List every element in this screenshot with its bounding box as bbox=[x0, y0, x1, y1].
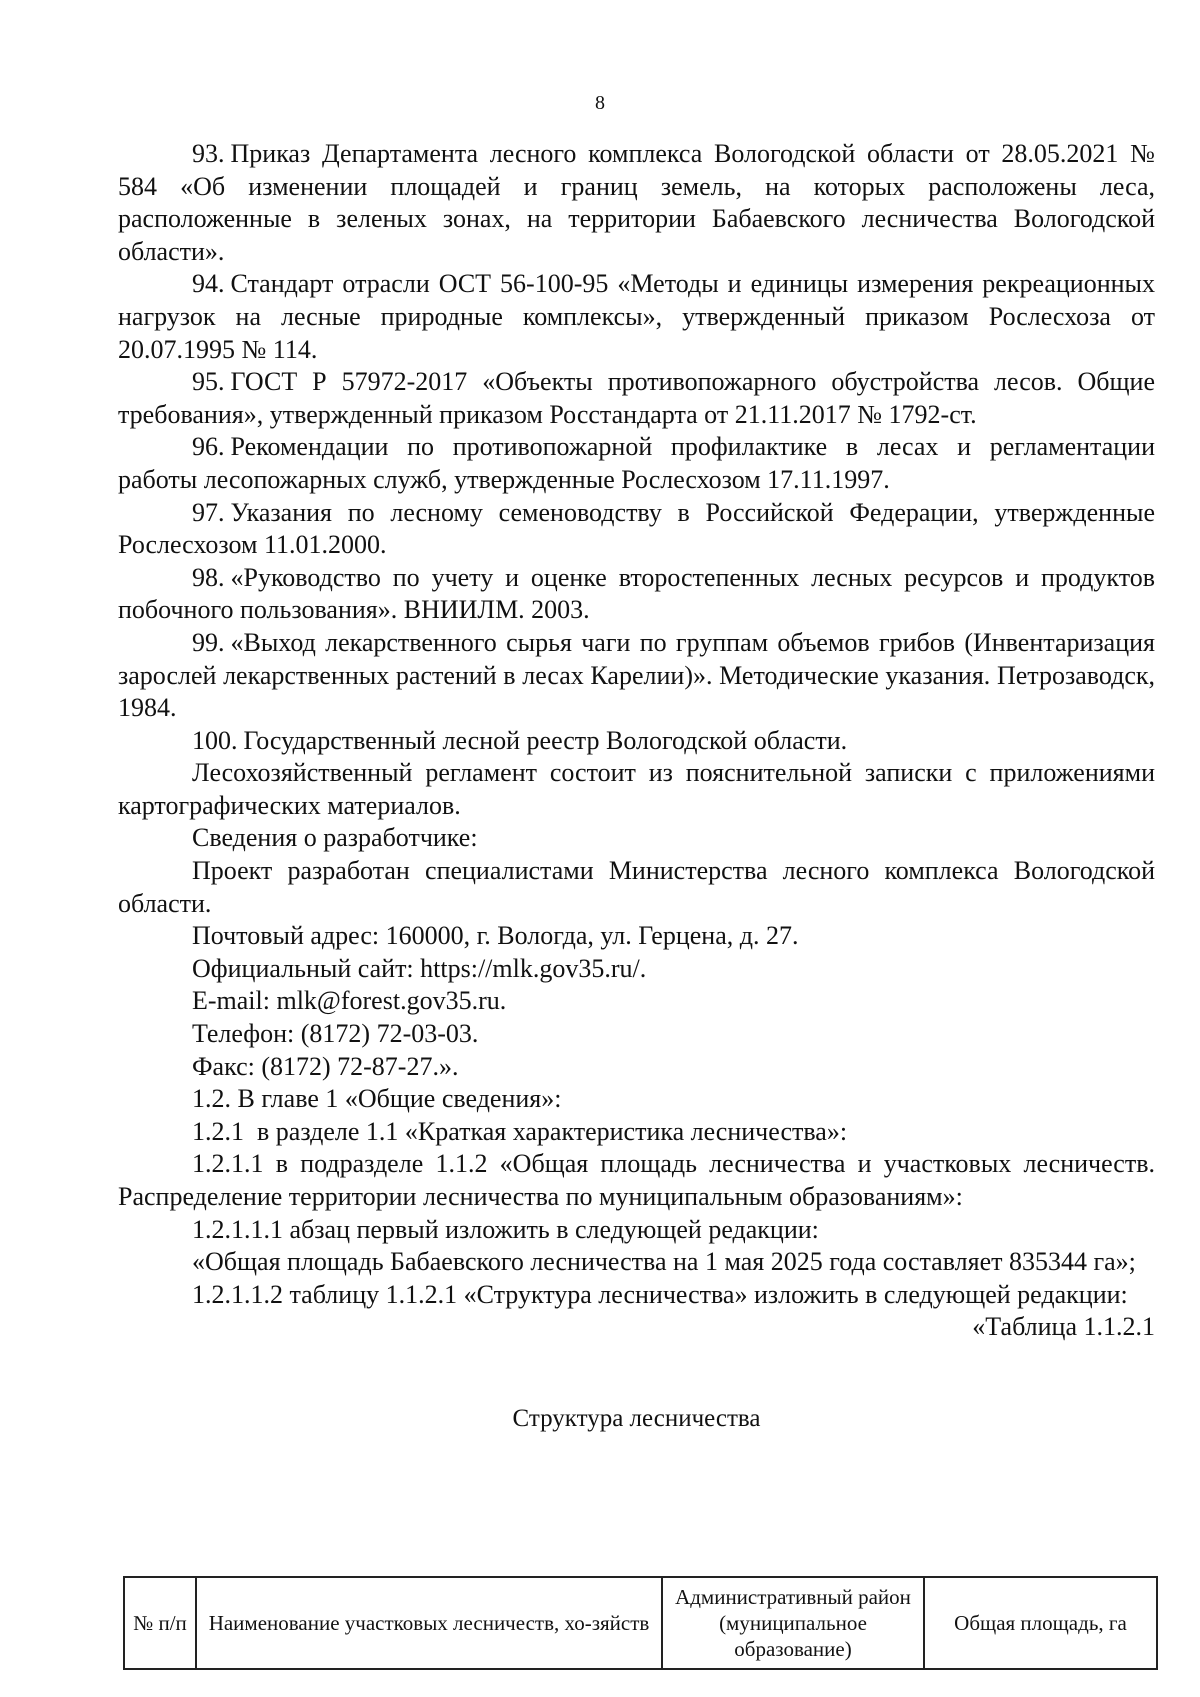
item-number: 94. bbox=[192, 269, 225, 299]
document-body bbox=[118, 138, 1155, 1435]
item-number: 93. bbox=[192, 139, 225, 168]
item-number: 95. bbox=[192, 367, 225, 397]
amendment-1-2-1-1: 1.2.1.1 в подразделе 1.1.2 «Общая площадь лесничества и участковых лесничеств. Распределение территории лесничества по муниципальным образованиям»: bbox=[118, 1149, 1155, 1211]
header-forestry-name: Наименование участковых лесничеств, хо-зяйств bbox=[196, 1577, 662, 1669]
structure-table bbox=[123, 1576, 1158, 1670]
list-item bbox=[118, 562, 1155, 627]
table-header-row bbox=[124, 1577, 1157, 1669]
header-district: Административный район (муниципальное образование) bbox=[662, 1577, 924, 1669]
item-number: 99. bbox=[192, 627, 225, 657]
fax-number: Факс: (8172) 72-87-27.». bbox=[192, 1051, 459, 1081]
phone-number: Телефон: (8172) 72-03-03. bbox=[192, 1019, 479, 1049]
postal-address: Почтовый адрес: 160000, г. Вологда, ул. Герцена, д. 27. bbox=[192, 921, 799, 951]
amendment-1-2: 1.2. В главе 1 «Общие сведения»: bbox=[192, 1084, 562, 1114]
amendment-1-2-1: 1.2.1 в разделе 1.1 «Краткая характеристика лесничества»: bbox=[192, 1116, 848, 1146]
developer-project: Проект разработан специалистами Министерства лесного комплекса Вологодской области. bbox=[118, 856, 1155, 918]
item-text: Рекомендации по противопожарной профилактике в лесах и регламентации работы лесопожарных служб, утвержденные Рослесхозом 17.11.1997. bbox=[118, 432, 1155, 494]
header-number: № п/п bbox=[124, 1577, 196, 1669]
amendment-1-2-1-1-1: 1.2.1.1.1 абзац первый изложить в следующей редакции: bbox=[192, 1214, 819, 1244]
developer-heading: Сведения о разработчике: bbox=[192, 823, 478, 853]
amendment-1-2-1-1-2: 1.2.1.1.2 таблицу 1.1.2.1 «Структура лесничества» изложить в следующей редакции: bbox=[192, 1279, 1128, 1309]
header-total-area: Общая площадь, га bbox=[924, 1577, 1157, 1669]
table-label: «Таблица 1.1.2.1 bbox=[972, 1312, 1155, 1342]
item-number: 97. bbox=[192, 497, 225, 527]
item-text: Приказ Департамента лесного комплекса Вологодской области от 28.05.2021 № 584 «Об изменении площадей и границ земель, на которых расположены леса, расположенные в зеленых зонах, на территории Бабаевского лесничества Вологодской области». bbox=[118, 139, 1155, 266]
list-item bbox=[118, 431, 1155, 496]
official-site: Официальный сайт: https://mlk.gov35.ru/. bbox=[192, 953, 647, 983]
list-item bbox=[118, 627, 1155, 725]
list-item bbox=[118, 366, 1155, 431]
item-text: «Выход лекарственного сырья чаги по группам объемов грибов (Инвентаризация зарослей лекарственных растений в лесах Карелии)». Методические указания. Петрозаводск, 1984. bbox=[118, 627, 1155, 723]
table-title: Структура лесничества bbox=[512, 1404, 761, 1432]
regulation-paragraph: Лесохозяйственный регламент состоит из пояснительной записки с приложениями картографических материалов. bbox=[118, 758, 1155, 820]
page-number: 8 bbox=[595, 92, 605, 114]
item-text: Государственный лесной реестр Вологодской области. bbox=[243, 725, 848, 755]
list-item bbox=[118, 138, 1155, 268]
amendment-quote: «Общая площадь Бабаевского лесничества на 1 мая 2025 года составляет 835344 га»; bbox=[192, 1247, 1136, 1277]
list-item bbox=[118, 497, 1155, 562]
item-number: 100. bbox=[192, 725, 238, 755]
item-number: 96. bbox=[192, 432, 225, 462]
list-item bbox=[118, 725, 1155, 758]
item-text: Стандарт отрасли ОСТ 56-100-95 «Методы и единицы измерения рекреационных нагрузок на лесные природные комплексы», утвержденный приказом Рослесхоза от 20.07.1995 № 114. bbox=[118, 269, 1155, 364]
item-text: «Руководство по учету и оценке второстепенных лесных ресурсов и продуктов побочного пользования». ВНИИЛМ. 2003. bbox=[118, 562, 1155, 625]
item-number: 98. bbox=[192, 562, 225, 592]
email-address: E-mail: mlk@forest.gov35.ru. bbox=[192, 986, 507, 1016]
list-item bbox=[118, 268, 1155, 366]
item-text: Указания по лесному семеноводству в Российской Федерации, утвержденные Рослесхозом 11.01.2000. bbox=[118, 497, 1155, 560]
item-text: ГОСТ Р 57972-2017 «Объекты противопожарного обустройства лесов. Общие требования», утвержденный приказом Росстандарта от 21.11.2017 № 1792-ст. bbox=[118, 367, 1155, 429]
